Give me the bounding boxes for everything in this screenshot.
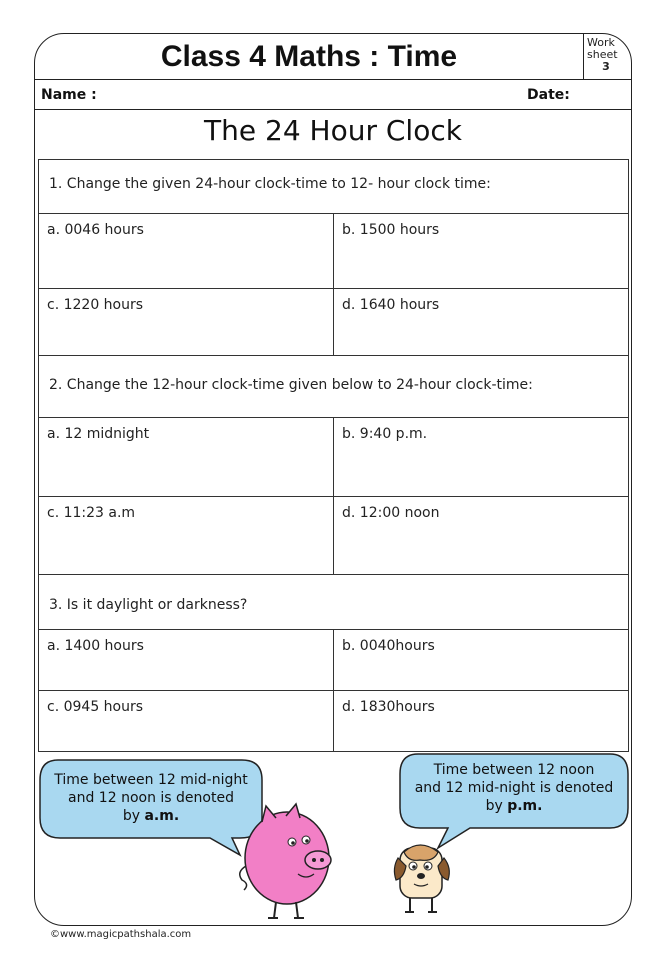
name-label: Name : <box>41 87 97 103</box>
page-title: Class 4 Maths : Time <box>160 40 458 73</box>
worksheet-number: 3 <box>602 60 610 73</box>
date-label: Date: <box>527 87 570 103</box>
right-bubble-line-1: Time between 12 noon <box>433 762 595 778</box>
q2-item-c[interactable]: c. 11:23 a.m <box>39 497 334 574</box>
copyright-text[interactable]: ©www.magicpathshala.com <box>50 929 192 940</box>
right-bubble-line-3-prefix: by <box>485 798 508 814</box>
left-bubble-line-2: and 12 noon is denoted <box>68 790 234 806</box>
left-bubble-line-3-prefix: by <box>122 808 145 824</box>
q2-item-d[interactable]: d. 12:00 noon <box>342 505 440 521</box>
q1-item-a[interactable]: a. 0046 hours <box>39 214 334 288</box>
q3-item-a[interactable]: a. 1400 hours <box>39 630 334 690</box>
left-bubble-text <box>42 771 260 825</box>
worksheet-label-1: Work <box>587 36 615 49</box>
q3-item-c[interactable]: c. 0945 hours <box>39 691 334 752</box>
right-bubble-pm: p.m. <box>507 798 543 814</box>
worksheet-label-2: sheet <box>587 48 618 61</box>
question-1-prompt: 1. Change the given 24-hour clock-time to 12- hour clock time: <box>49 176 491 192</box>
q1-item-d[interactable]: d. 1640 hours <box>342 297 440 313</box>
dog-character-icon <box>394 845 449 912</box>
worksheet-subtitle: The 24 Hour Clock <box>204 114 462 147</box>
q3-item-b[interactable]: b. 0040hours <box>342 638 435 654</box>
q2-item-b[interactable]: b. 9:40 p.m. <box>342 426 428 442</box>
q3-item-d[interactable]: d. 1830hours <box>342 699 435 715</box>
left-bubble-line-1: Time between 12 mid-night <box>54 772 248 788</box>
question-3-prompt: 3. Is it daylight or darkness? <box>49 597 248 613</box>
question-2-prompt: 2. Change the 12-hour clock-time given below to 24-hour clock-time: <box>49 377 533 393</box>
q1-item-c[interactable]: c. 1220 hours <box>39 289 334 355</box>
q2-item-a[interactable]: a. 12 midnight <box>39 418 334 496</box>
q1-item-b[interactable]: b. 1500 hours <box>342 222 440 238</box>
right-bubble-line-2: and 12 mid-night is denoted <box>414 780 614 796</box>
left-bubble-am: a.m. <box>144 808 180 824</box>
right-bubble-text <box>402 761 626 815</box>
